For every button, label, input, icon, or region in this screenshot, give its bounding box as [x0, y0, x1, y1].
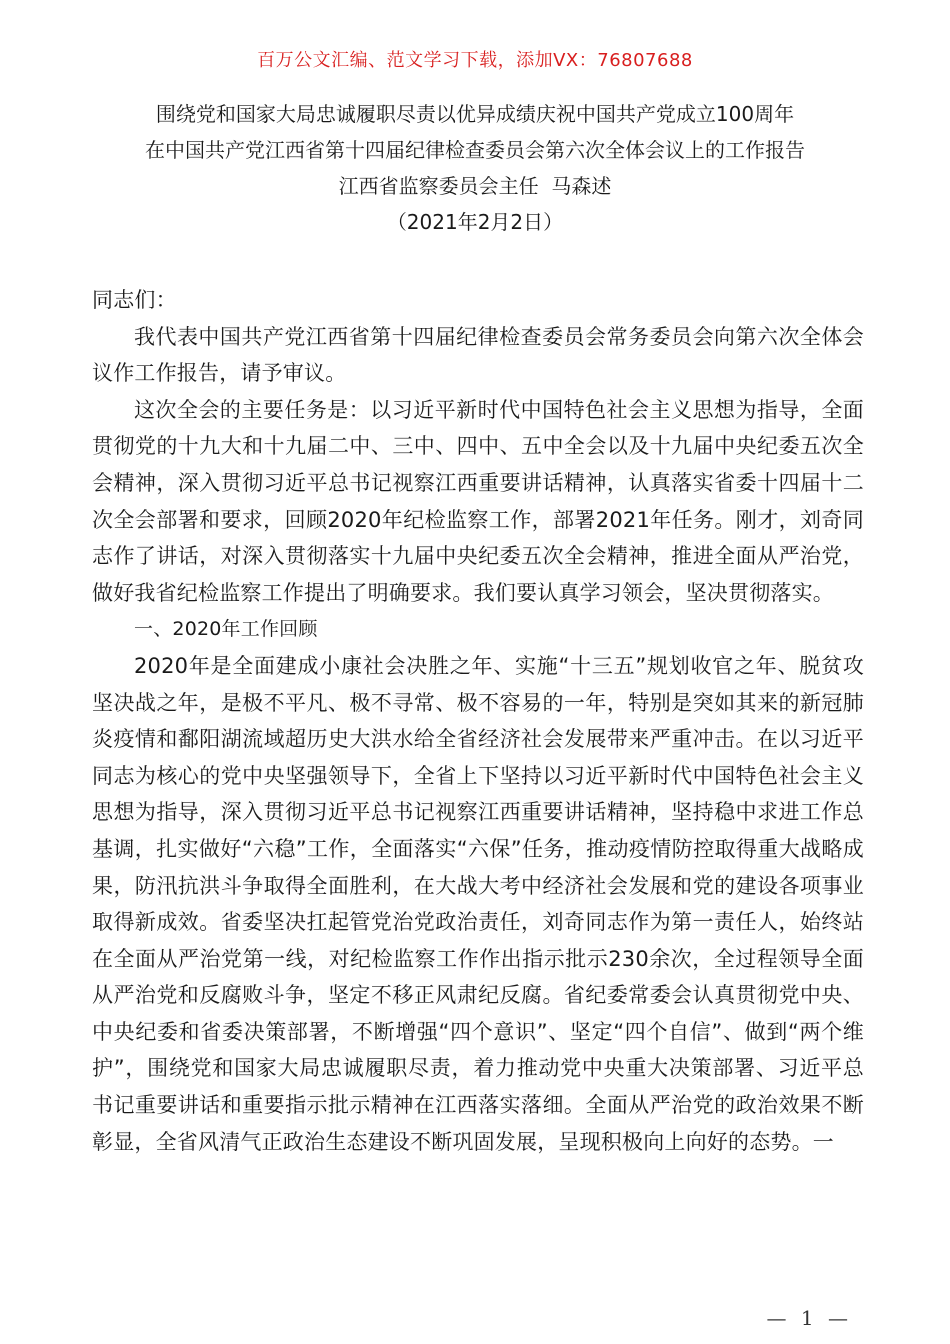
section-heading: 一、2020年工作回顾: [134, 618, 318, 641]
title-line-2: 在中国共产党江西省第十四届纪律检查委员会第六次全体会议上的工作报告: [145, 138, 805, 162]
date-line: （2021年2月2日）: [386, 210, 564, 234]
author-line: 江西省监察委员会主任 马森述: [338, 174, 612, 198]
document-body: [92, 282, 864, 1160]
page-number: — 1 —: [766, 1306, 852, 1330]
paragraph: 2020年是全面建成小康社会决胜之年、实施“十三五”规划收官之年、脱贫攻坚决战之年，是极不平凡、极不寻常、极不容易的一年，特别是突如其来的新冠肺炎疫情和鄱阳湖流域超历史大洪水给全省经济社会发展带来严重冲击。在以习近平同志为核心的党中央坚强领导下，全省上下坚持以习近平新时代中国特色社会主义思想为指导，深入贯彻习近平总书记视察江西重要讲话精神，坚持稳中求进工作总基调，扎实做好“六稳”工作，全面落实“六保”任务，推动疫情防控取得重大战略成果，防汛抗洪斗争取得全面胜利，在大战大考中经济社会发展和党的建设各项事业取得新成效。省委坚决扛起管党治党政治责任，刘奇同志作为第一责任人，始终站在全面从严治党第一线，对纪检监察工作作出指示批示230余次，全过程领导全面从严治党和反腐败斗争，坚定不移正风肃纪反腐。省纪委常委会认真贯彻党中央、中央纪委和省委决策部署，不断增强“四个意识”、坚定“四个自信”、做到“两个维护”，围绕党和国家大局忠诚履职尽责，着力推动党中央重大决策部署、习近平总书记重要讲话和重要指示批示精神在江西落实落细。全面从严治党的政治效果不断彰显，全省风清气正政治生态建设不断巩固发展，呈现积极向上向好的态势。一: [92, 653, 864, 1154]
paragraph: 我代表中国共产党江西省第十四届纪律检查委员会常务委员会向第六次全体会议作工作报告，请予审议。: [92, 324, 864, 386]
title-line-1: 围绕党和国家大局忠诚履职尽责以优异成绩庆祝中国共产党成立100周年: [155, 102, 795, 126]
watermark-banner: 百万公文汇编、范文学习下载，添加VX：76807688: [257, 50, 693, 71]
paragraph: 这次全会的主要任务是：以习近平新时代中国特色社会主义思想为指导，全面贯彻党的十九大和十九届二中、三中、四中、五中全会以及十九届中央纪委五次全会精神，深入贯彻习近平总书记视察江西重要讲话精神，认真落实省委十四届十二次全会部署和要求，回顾2020年纪检监察工作，部署2021年任务。刚才，刘奇同志作了讲话，对深入贯彻落实十九届中央纪委五次全会精神，推进全面从严治党，做好我省纪检监察工作提出了明确要求。我们要认真学习领会，坚决贯彻落实。: [92, 397, 864, 605]
document-header: [40, 96, 910, 240]
salutation: 同志们：: [92, 288, 177, 312]
